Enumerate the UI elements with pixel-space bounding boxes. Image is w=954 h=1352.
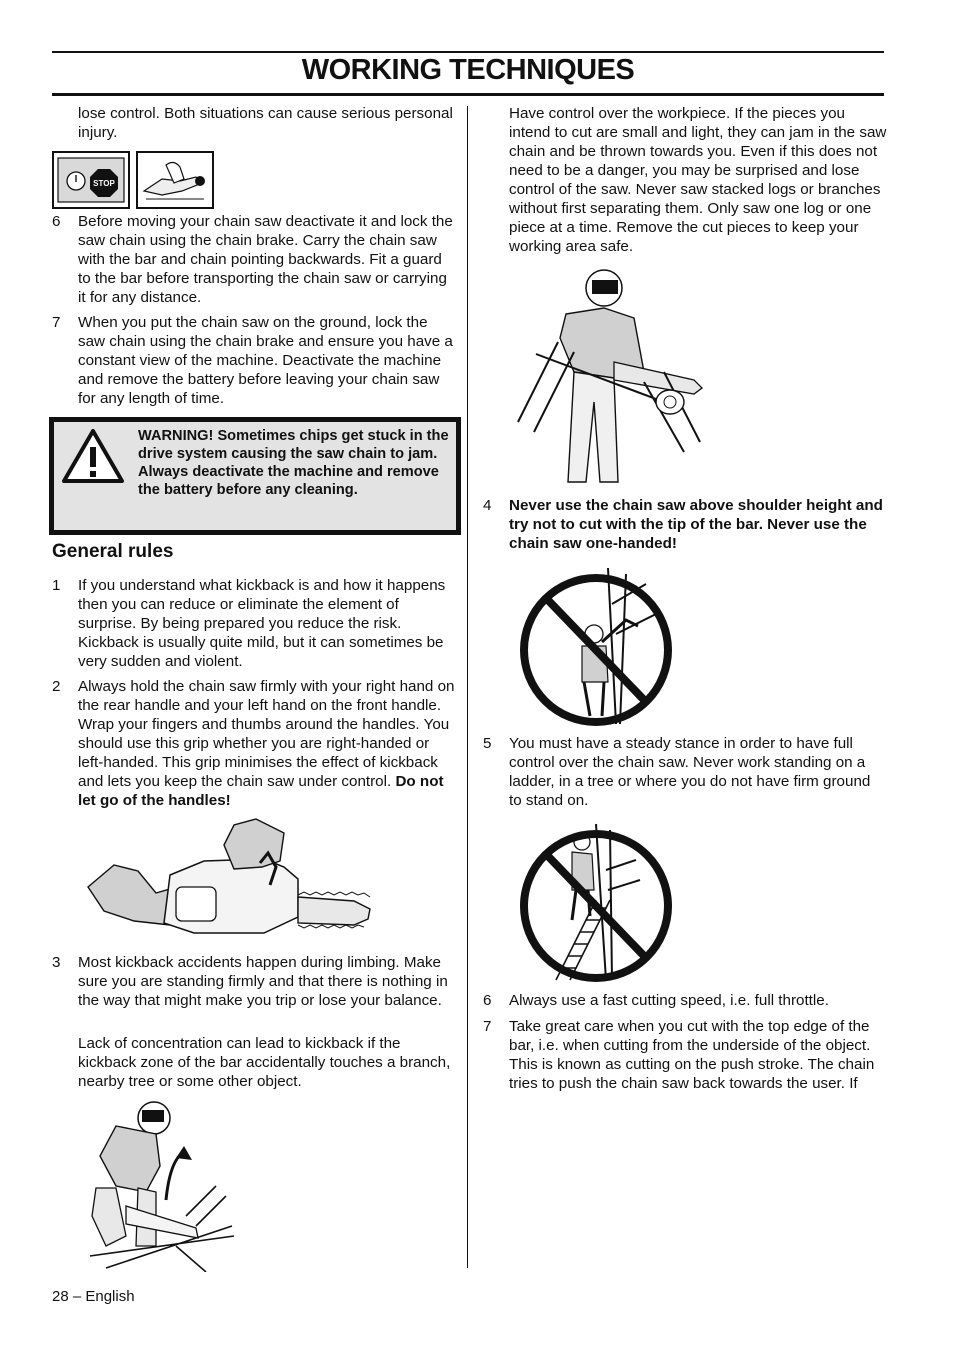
list-item bbox=[52, 212, 458, 308]
limbing-kickback-illustration bbox=[86, 1096, 236, 1272]
svg-text:STOP: STOP bbox=[93, 179, 115, 188]
item-number: 4 bbox=[483, 497, 492, 514]
list-item bbox=[52, 313, 458, 409]
item-text: You must have a steady stance in order to have full control over the chain saw. Never work standing on a ladder, in a tree or where you do not have firm ground to stand on. bbox=[509, 735, 871, 809]
item-number: 1 bbox=[52, 577, 61, 594]
list-item bbox=[483, 734, 883, 812]
list-item bbox=[483, 991, 883, 1011]
warning-box bbox=[49, 417, 461, 535]
header-bottom-rule bbox=[52, 93, 884, 96]
item-text: If you understand what kickback is and how it happens then you can reduce or eliminate the element of surprise. By being prepared you reduce the risk. Kickback is usually quite mild, but it can sometimes be very sudden and violent. bbox=[78, 577, 446, 670]
item-number: 7 bbox=[483, 1018, 492, 1035]
page-title: WORKING TECHNIQUES bbox=[301, 54, 635, 86]
stop-button-icon bbox=[52, 151, 130, 209]
item-number: 3 bbox=[52, 954, 61, 971]
item-text-emphasis: Do not let go of the handles! bbox=[78, 773, 444, 809]
chainsaw-grip-illustration bbox=[84, 815, 380, 945]
list-item bbox=[52, 953, 458, 1031]
item-number: 6 bbox=[483, 992, 492, 1009]
list-item bbox=[483, 1017, 883, 1095]
item-number: 5 bbox=[483, 735, 492, 752]
item-number: 7 bbox=[52, 314, 61, 331]
warning-triangle-icon bbox=[60, 427, 126, 487]
section-heading: General rules bbox=[52, 541, 174, 562]
no-ladder-prohibition-icon bbox=[516, 820, 676, 984]
list-item bbox=[52, 677, 458, 811]
item-text: When you put the chain saw on the ground, lock the saw chain using the chain brake and ensure you have a constant view of the machine. Deactivate the machine and remove the battery before leaving your chain saw for any length of time. bbox=[78, 314, 453, 407]
no-above-shoulder-prohibition-icon bbox=[516, 564, 676, 726]
column-divider bbox=[467, 106, 468, 1268]
header-top-rule bbox=[52, 51, 884, 53]
sawhorse-cutting-illustration bbox=[514, 262, 710, 488]
item-text: Never use the chain saw above shoulder height and try not to cut with the tip of the bar. Never use the chain saw one-handed! bbox=[509, 497, 883, 552]
item-text: Take great care when you cut with the top edge of the bar, i.e. when cutting from the underside of the object. This is known as cutting on the push stroke. The chain tries to push the chain saw back towards the user. If bbox=[509, 1018, 875, 1092]
right-intro-text: Have control over the workpiece. If the pieces you intend to cut are small and light, they can jam in the saw chain and be thrown towards you. Even if this does not need to be a danger, you may be surprised and lose control of the saw. Never saw stacked logs or branches without first separating them. Only saw one log or one piece at a time. Remove the cut pieces to keep your working area safe. bbox=[509, 105, 887, 255]
left-intro-text: lose control. Both situations can cause serious personal injury. bbox=[78, 105, 453, 141]
item-text: Always use a fast cutting speed, i.e. full throttle. bbox=[509, 992, 829, 1009]
item-text-body: Always hold the chain saw firmly with your right hand on the rear handle and your left hand on the front handle. Wrap your fingers and thumbs around the handles. You should use this grip whether you are right-handed or left-handed. This grip minimises the effect of kickback and lets you keep the chain saw under control. bbox=[78, 678, 455, 790]
item-number: 6 bbox=[52, 213, 61, 230]
chainsaw-carry-icon bbox=[136, 151, 214, 209]
warning-text: WARNING! Sometimes chips get stuck in the drive system causing the saw chain to jam. Always deactivate the machine and remove the battery before any cleaning. bbox=[138, 428, 449, 498]
page-footer: 28 – English bbox=[52, 1288, 135, 1305]
list-item bbox=[52, 576, 458, 672]
list-item bbox=[483, 496, 883, 554]
item-number: 2 bbox=[52, 678, 61, 695]
item-text bbox=[78, 677, 458, 810]
item-text: Before moving your chain saw deactivate it and lock the saw chain using the chain brake. Carry the chain saw with the bar and chain pointing backwards. Fit a guard to the bar before transporting the chain saw or carrying it for any distance. bbox=[78, 213, 453, 306]
item-text: Most kickback accidents happen during limbing. Make sure you are standing firmly and that there is nothing in the way that might make you trip or lose your balance. bbox=[78, 954, 448, 1009]
item-continuation-text: Lack of concentration can lead to kickback if the kickback zone of the bar accidentally touches a branch, nearby tree or some other object. bbox=[78, 1035, 451, 1090]
